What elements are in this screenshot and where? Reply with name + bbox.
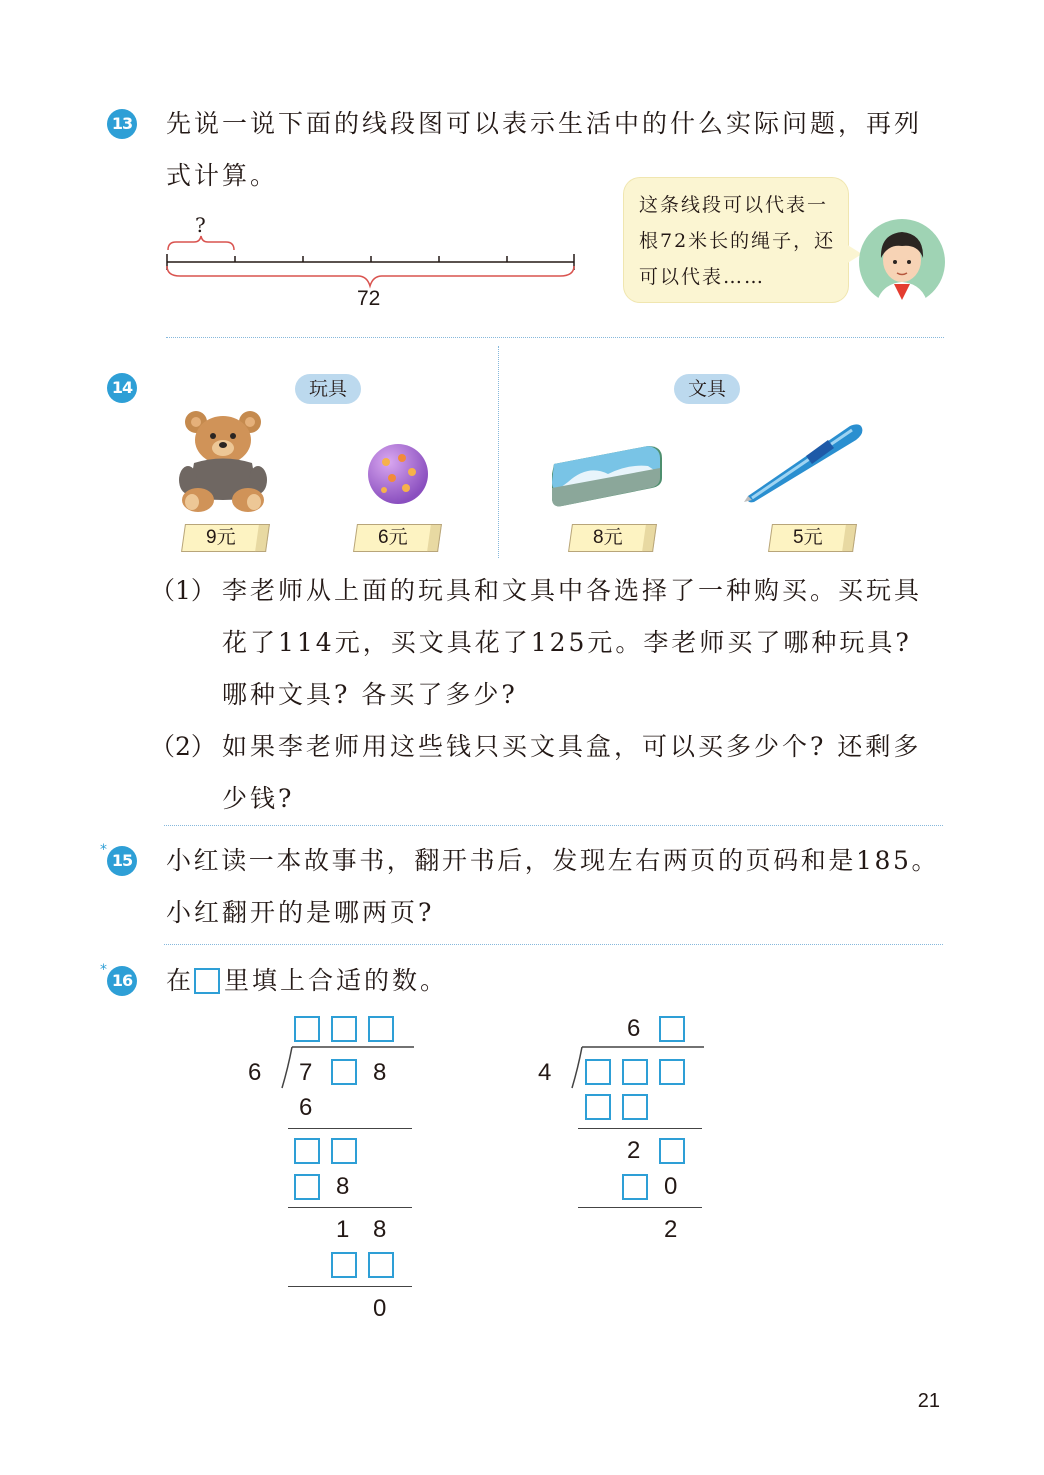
div2-dividend-box-3[interactable] xyxy=(659,1059,685,1085)
div2-quotient-box[interactable] xyxy=(659,1016,685,1042)
div1-quotient-box-3[interactable] xyxy=(368,1016,394,1042)
brace-bottom xyxy=(167,266,574,286)
div2-divisor: 4 xyxy=(538,1059,552,1086)
separator-2 xyxy=(164,825,943,826)
div1-divisor: 6 xyxy=(248,1059,262,1086)
div2-step3-digit: 0 xyxy=(664,1173,678,1200)
div1-step3-digit-2: 8 xyxy=(373,1216,387,1243)
pen-image xyxy=(742,416,866,506)
toys-tag: 玩具 xyxy=(295,374,361,404)
page-number: 21 xyxy=(917,1390,940,1412)
div2-rule-1 xyxy=(578,1128,702,1129)
div2-step1-box-2[interactable] xyxy=(622,1094,648,1120)
div2-step2-digit: 2 xyxy=(627,1137,641,1164)
div2-step1-box-1[interactable] xyxy=(585,1094,611,1120)
challenge-star-15: * xyxy=(100,842,107,858)
div1-quotient-box-1[interactable] xyxy=(294,1016,320,1042)
div2-quotient-digit: 6 xyxy=(627,1015,641,1042)
div1-step3-box-1[interactable] xyxy=(331,1252,357,1278)
brace-top xyxy=(168,236,234,250)
challenge-star-16: * xyxy=(100,962,107,978)
div1-step2-digit: 8 xyxy=(336,1173,350,1200)
div1-dividend-digit-3: 8 xyxy=(373,1059,387,1086)
div1-dividend-box[interactable] xyxy=(331,1059,357,1085)
price-tag-ball: 6元 xyxy=(353,524,433,552)
div1-rule-1 xyxy=(288,1128,412,1129)
question-number-16: 16 xyxy=(107,966,137,996)
price-tag-teddy-bear: 9元 xyxy=(181,524,261,552)
ball-image xyxy=(366,442,430,506)
div1-step3-box-2[interactable] xyxy=(368,1252,394,1278)
div2-dividend-box-1[interactable] xyxy=(585,1059,611,1085)
q15-text-line1: 小红读一本故事书，翻开书后，发现左右两页的页码和是185。 xyxy=(166,846,940,875)
price-tag-pen: 5元 xyxy=(768,524,848,552)
speech-bubble xyxy=(624,178,848,302)
div2-remainder: 2 xyxy=(664,1216,678,1243)
div2-step3-box[interactable] xyxy=(622,1174,648,1200)
q13-text-line1: 先说一说下面的线段图可以表示生活中的什么实际问题，再列 xyxy=(166,109,923,138)
separator-1 xyxy=(166,337,944,338)
bubble-line2: 根72米长的绳子，还 xyxy=(639,230,836,252)
q14-part1-line3: 哪种文具? 各买了多少? xyxy=(222,680,518,709)
q15-text-line2: 小红翻开的是哪两页? xyxy=(166,898,435,927)
question-number-13: 13 xyxy=(107,109,137,139)
teddy-bear-image xyxy=(178,408,268,513)
price-tag-pencil-case: 8元 xyxy=(568,524,648,552)
separator-3 xyxy=(164,944,943,945)
div1-step3-digit-1: 1 xyxy=(336,1216,350,1243)
div2-rule-2 xyxy=(578,1207,702,1208)
div1-rule-3 xyxy=(288,1286,412,1287)
div2-step2-box[interactable] xyxy=(659,1138,685,1164)
div1-rule-2 xyxy=(288,1207,412,1208)
q16-instruction-prefix: 在 xyxy=(166,966,195,995)
q13-text-line2: 式计算。 xyxy=(166,161,279,190)
div1-dividend-digit-1: 7 xyxy=(299,1059,313,1086)
q14-part1-line2: 花了114元，买文具花了125元。李老师买了哪种玩具? xyxy=(222,628,912,657)
q14-part1-label: （1） xyxy=(150,576,216,605)
div1-step2-box-2[interactable] xyxy=(331,1138,357,1164)
q14-part1-line1: 李老师从上面的玩具和文具中各选择了一种购买。买玩具 xyxy=(222,576,923,605)
q14-part2-label: （2） xyxy=(150,732,216,761)
question-number-14: 14 xyxy=(107,373,137,403)
bubble-line3: 可以代表…… xyxy=(639,266,766,288)
pencil-case-image xyxy=(548,442,666,512)
div1-step2-box-3[interactable] xyxy=(294,1174,320,1200)
div2-dividend-box-2[interactable] xyxy=(622,1059,648,1085)
div1-remainder: 0 xyxy=(373,1295,387,1322)
vertical-divider xyxy=(498,346,499,558)
q14-part2-line1: 如果李老师用这些钱只买文具盒，可以买多少个? 还剩多 xyxy=(222,732,922,761)
diagram-question-mark: ? xyxy=(195,213,206,237)
div1-step1-product: 6 xyxy=(299,1094,313,1121)
diagram-total-label: 72 xyxy=(357,287,381,310)
stationery-tag: 文具 xyxy=(674,374,740,404)
q16-instruction-suffix: 里填上合适的数。 xyxy=(224,966,449,995)
question-number-15: 15 xyxy=(107,846,137,876)
div1-step2-box-1[interactable] xyxy=(294,1138,320,1164)
q16-instruction-box xyxy=(194,968,220,994)
div1-quotient-box-2[interactable] xyxy=(331,1016,357,1042)
q14-part2-line2: 少钱? xyxy=(222,784,295,813)
boy-avatar xyxy=(858,218,946,306)
bubble-line1: 这条线段可以代表一 xyxy=(639,194,829,216)
